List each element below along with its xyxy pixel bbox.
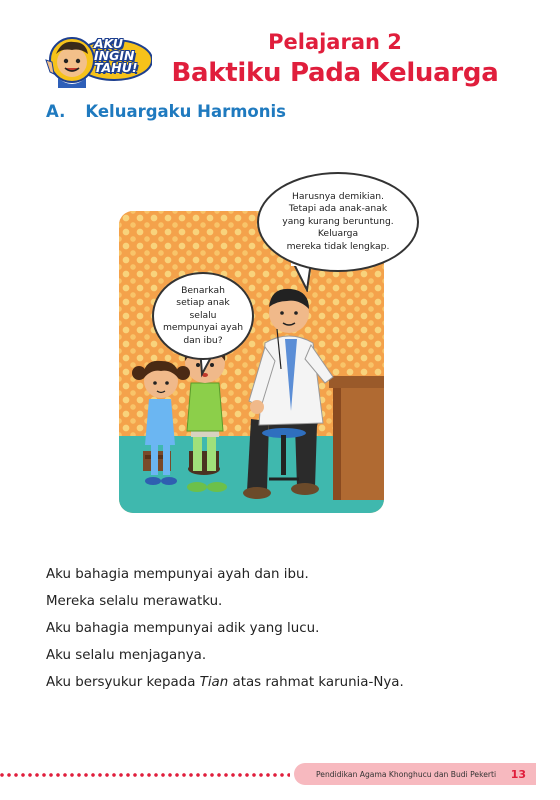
body-line: Mereka selalu merawatku. [46,594,223,609]
body-line: Aku bahagia mempunyai ayah dan ibu. [46,567,309,582]
body-line [46,674,404,701]
girl-figure [132,361,190,485]
body-paragraph [46,566,404,701]
bubble-line: setiap anak selalu [176,297,230,321]
desk-icon [329,376,384,500]
page-number: 13 [510,767,526,781]
footer-book-title: Pendidikan Agama Khonghucu dan Budi Pekerti [316,769,497,779]
lesson-title: Baktiku Pada Keluarga [171,58,499,88]
body-italic-term: Tian [199,675,229,690]
body-text: atas rahmat karunia-Nya. [228,675,404,690]
section-letter: A. [46,102,66,121]
body-line: Aku bahagia mempunyai adik yang lucu. [46,621,320,636]
aku-ingin-tahu-logo [44,30,152,92]
bubble-line: Harusnya demikian. [292,190,384,202]
bubble-line: Benarkah [181,284,225,296]
child-speech-bubble [152,272,254,360]
body-line: Aku selalu menjaganya. [46,648,207,663]
footer-bar [294,763,536,785]
logo-text-line: INGIN [94,48,135,63]
bubble-line: mempunyai ayah [162,322,244,334]
teacher-speech-bubble [257,172,419,272]
logo-text-line: TAHU! [94,60,138,75]
logo-text-line: AKU [94,36,124,51]
bubble-line: mereka tidak lengkap. [286,240,390,252]
teacher-figure [243,289,333,499]
body-text: Aku bersyukur kepada [46,675,200,690]
logo-text [94,38,152,74]
bubble-line: yang kurang beruntung. Keluarga [282,215,394,240]
bubble-line: Tetapi ada anak-anak [288,203,388,215]
bubble-line: dan ibu? [183,334,223,346]
lesson-number: Pelajaran 2 [268,30,402,54]
footer-dotted-line [0,773,290,777]
section-title: Keluargaku Harmonis [85,102,286,121]
section-heading [46,102,286,121]
